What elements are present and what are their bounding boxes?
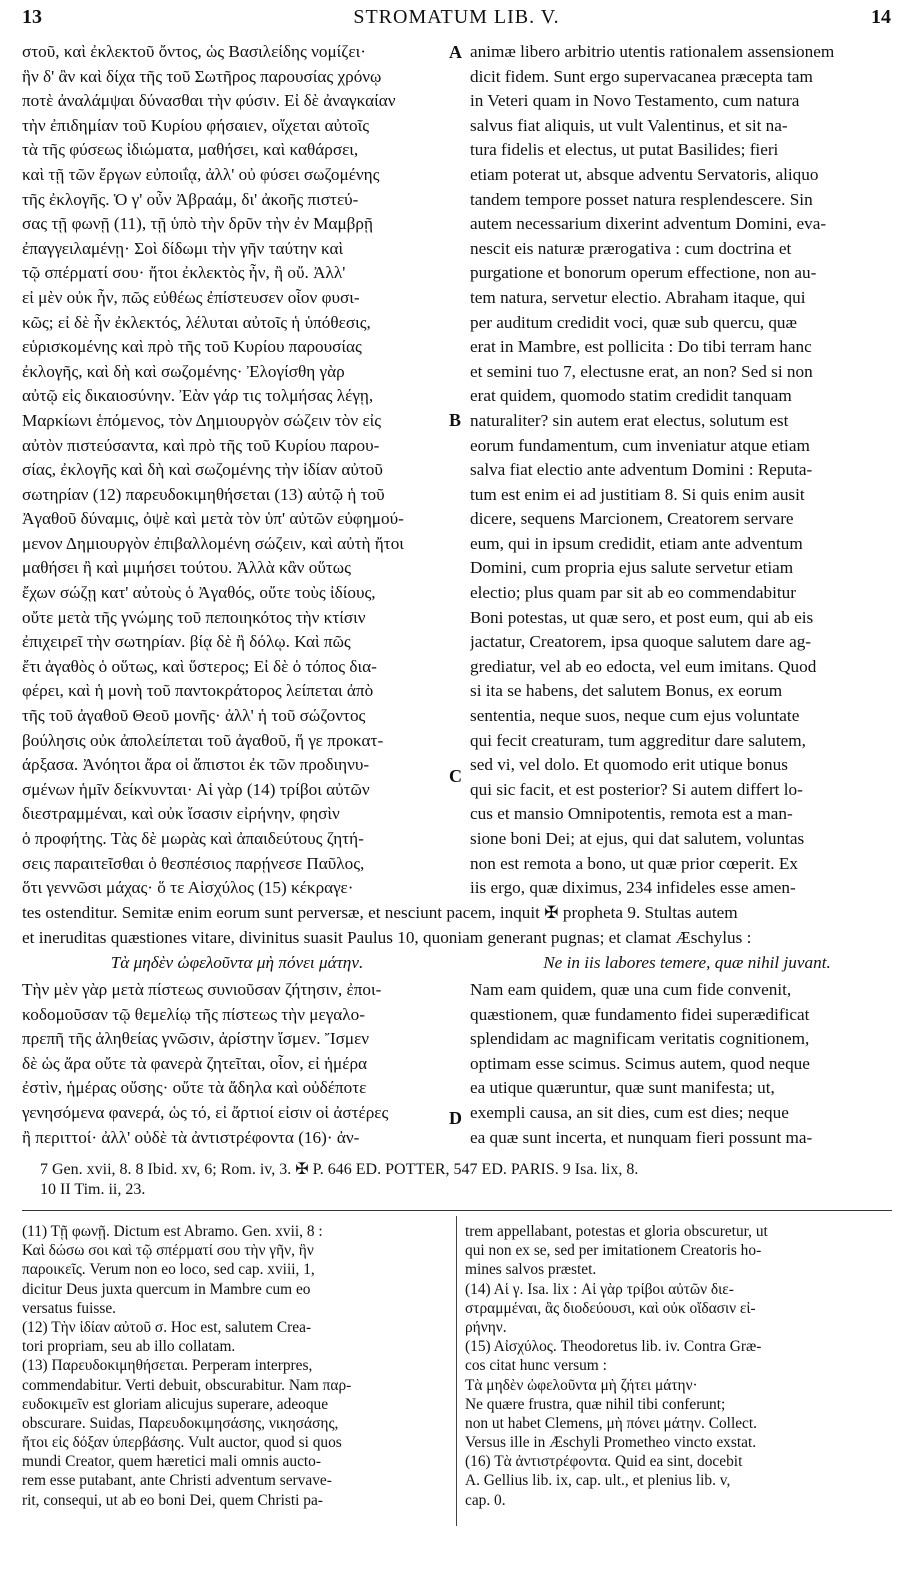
greek-line: καὶ τῇ τῶν ἔργων εὐποιΐᾳ, ἀλλ' οὐ φύσει σωζομένης bbox=[22, 164, 380, 184]
greek-line: οὔτε μετὰ τῆς γνώμης τοῦ πεποιηκότος τὴν κτίσιν bbox=[22, 607, 366, 627]
note-line: qui non ex se, sed per imitationem Creatoris ho- bbox=[465, 1242, 762, 1260]
latin-line: salvus fiat aliquis, ut vult Valentinus, et sit na- bbox=[470, 115, 788, 135]
note-line: versatus fuisse. bbox=[22, 1299, 117, 1317]
latin-line: grediatur, vel ab eo edocta, vel eum imitans. Quod bbox=[470, 656, 817, 676]
note-line: (16) Τὰ ἀντιστρέφοντα. Quid ea sint, docebit bbox=[465, 1453, 743, 1471]
bottom-latin-line: splendidam ac magnificam veritatis cognitionem, bbox=[470, 1029, 810, 1049]
notes-rule bbox=[22, 1210, 892, 1211]
latin-line: per auditum credidit voci, quæ sub quercu, quæ bbox=[470, 312, 797, 332]
footnote-references bbox=[40, 1160, 890, 1200]
note-line: mines salvos præstet. bbox=[465, 1261, 597, 1279]
full-line: et ineruditas quæstiones vitare, divinitus suasit Paulus 10, quoniam generant pugnas; et clamat Æschylus : bbox=[22, 927, 752, 947]
margin-marker-b: B bbox=[449, 410, 462, 430]
latin-line: purgatione et bonorum operum effectione, non au- bbox=[470, 263, 817, 283]
greek-line: εἰ μὲν οὐκ ἦν, πῶς εὐθέως ἐπίστευσεν οἷον φυσι- bbox=[22, 287, 360, 307]
full-width-text bbox=[22, 901, 892, 950]
note-line: non ut habet Clemens, μὴ πόνει μάτην. Collect. bbox=[465, 1414, 758, 1432]
greek-line: βούλησις οὐκ ἀπολείπεται τοῦ ἀγαθοῦ, ἥ γε προκατ- bbox=[22, 730, 384, 750]
greek-line: ἐπιχειρεῖ τὴν σωτηρίαν. βίᾳ δὲ ἢ δόλῳ. Καὶ πῶς bbox=[22, 632, 351, 652]
latin-line: iis ergo, quæ diximus, 234 infideles esse amen- bbox=[470, 878, 796, 898]
note-line: cos citat hunc versum : bbox=[465, 1357, 607, 1375]
bottom-latin-line: ea quæ sunt incerta, et nunquam fieri possunt ma- bbox=[470, 1127, 813, 1147]
note-line: (15) Αἰσχύλος. Theodoretus lib. iv. Contra Græ- bbox=[465, 1338, 762, 1356]
latin-line: sione boni Dei; at ejus, qui dat salutem, voluntas bbox=[470, 829, 805, 848]
greek-line: ἣν δ' ἂν καὶ δίχα τῆς τοῦ Σωτῆρος παρουσίας χρόνῳ bbox=[22, 66, 382, 86]
latin-line: naturaliter? sin autem erat electus, solutum est bbox=[470, 410, 789, 430]
latin-line: salva fiat electio ante adventum Domini : Reputa- bbox=[470, 460, 813, 480]
latin-line: erat quidem, quomodo statim credidit tanquam bbox=[470, 386, 792, 406]
notes-left-column bbox=[22, 1222, 452, 1510]
full-line: tes ostenditur. Semitæ enim eorum sunt perversæ, et nesciunt pacem, inquit ✠ propheta 9. Stultas autem bbox=[22, 903, 738, 922]
latin-line: non est remota a bono, ut quæ prior cœperit. Ex bbox=[470, 853, 798, 873]
greek-line: τῆς τοῦ ἀγαθοῦ Θεοῦ μονῆς· ἀλλ' ἡ τοῦ σώζοντος bbox=[22, 706, 366, 726]
greek-column bbox=[22, 40, 446, 901]
latin-line: si ita se habens, det salutem Bonus, ex eorum bbox=[470, 681, 783, 701]
verse-greek: Τὰ μηδὲν ὠφελοῦντα μὴ πόνει μάτην. bbox=[110, 953, 364, 972]
page-number-right: 14 bbox=[871, 6, 891, 28]
latin-line: autem necessarium dixerint adventum Domini, eva- bbox=[470, 214, 827, 234]
latin-line: tum est enim ei ad justitiam 8. Si quis enim ausit bbox=[470, 484, 805, 504]
bottom-greek-line: Τὴν μὲν γὰρ μετὰ πίστεως συνιοῦσαν ζήτησιν, ἐποι- bbox=[22, 980, 382, 999]
greek-line: Μαρκίωνι ἑπόμενος, τὸν Δημιουργὸν σώζειν τὸν εἰς bbox=[22, 410, 382, 430]
footnote-ref-line: 7 Gen. xvii, 8. 8 Ibid. xv, 6; Rom. iv, 3. ✠ P. 646 ED. POTTER, 547 ED. PARIS. 9 Isa. lix, 8. bbox=[40, 1161, 639, 1178]
greek-line: αὐτῷ εἰς δικαιοσύνην. Ἐὰν γάρ τις τολμήσας λέγῃ, bbox=[22, 386, 374, 406]
latin-line: cus et mansio Omnipotentis, remota est a man- bbox=[470, 804, 793, 824]
latin-line: tura fidelis et electus, ut putat Basilides; fieri bbox=[470, 140, 779, 160]
note-line: Τὰ μηδὲν ὠφελοῦντα μὴ ζήτει μάτην· bbox=[465, 1376, 698, 1394]
note-line: (11) Τῇ φωνῇ. Dictum est Abramo. Gen. xvii, 8 : bbox=[22, 1223, 323, 1240]
greek-line: κῶς; εἰ δὲ ἦν ἐκλεκτός, λέλυται αὐτοῖς ἡ ὑπόθεσις, bbox=[22, 312, 371, 332]
latin-line: Boni potestas, ut quæ sero, et post eum, qui ab eis bbox=[470, 607, 814, 627]
greek-line: ἐκλογῆς, καὶ δὴ καὶ σωζομένης· Ἐλογίσθη γὰρ bbox=[22, 361, 345, 381]
running-header bbox=[22, 4, 891, 34]
bottom-greek-line: ἢ περιττοί· ἀλλ' οὐδὲ τὰ ἀντιστρέφοντα (16)· ἀν- bbox=[22, 1127, 360, 1147]
latin-line: sed vi, vel dolo. Et quomodo erit utique bonus bbox=[470, 755, 788, 775]
footnote-ref-line: 10 II Tim. ii, 23. bbox=[40, 1181, 146, 1198]
verse-pair bbox=[22, 953, 892, 977]
greek-line: αὐτὸν πιστεύσαντα, καὶ πρὸ τῆς τοῦ Κυρίου παρου- bbox=[22, 435, 380, 455]
latin-line: et semini tuo 7, electusne erat, an non? Sed si non bbox=[470, 361, 813, 381]
note-line: ἤτοι εἰς δόξαν ὑπερβάσης. Vult auctor, quod si quos bbox=[22, 1434, 342, 1452]
note-line: dicitur Deus juxta quercum in Mambre cum eo bbox=[22, 1280, 311, 1298]
margin-marker-a: A bbox=[449, 42, 462, 62]
bottom-latin-line: Nam eam quidem, quæ una cum fide convenit, bbox=[470, 980, 792, 999]
greek-line: ἐπαγγειλαμένῃ· Σοὶ δίδωμι τὴν γῆν ταύτην καὶ bbox=[22, 238, 344, 258]
note-line: tori propriam, seu ab illo collatam. bbox=[22, 1338, 236, 1356]
margin-marker-c: C bbox=[449, 766, 462, 786]
greek-line: ποτὲ ἀναλάμψαι δύνασθαι τὴν φύσιν. Εἰ δὲ ἀναγκαίαν bbox=[22, 91, 396, 111]
greek-line: σωτηρίαν (12) παρευδοκιμηθήσεται (13) αὐτῷ ἡ τοῦ bbox=[22, 484, 385, 504]
note-line: commendabitur. Verti debuit, obscurabitur. Nam παρ- bbox=[22, 1376, 352, 1394]
greek-line: φέρει, καὶ ἡ μονὴ τοῦ παντοκράτορος λείπεται ἀπὸ bbox=[22, 681, 374, 701]
latin-line: jactatur, Creatorem, ipsa quoque salutem dare ag- bbox=[470, 632, 812, 652]
note-line: Ne quære frustra, quæ nihil tibi conferunt; bbox=[465, 1395, 726, 1413]
note-line: στραμμέναι, ἃς διοδεύουσι, καὶ οὐκ οἴδασιν εἰ- bbox=[465, 1299, 756, 1317]
greek-line: ἔτι ἀγαθὸς ὁ οὕτως, καὶ ὕστερος; Εἰ δὲ ὁ τόπος δια- bbox=[22, 656, 377, 676]
greek-line: ὅτι γεννῶσι μάχας· ὅ τε Αἰσχύλος (15) κέκραγε· bbox=[22, 878, 354, 898]
latin-line: dicere, sequens Marcionem, Creatorem servare bbox=[470, 509, 794, 529]
greek-line: διεστραμμέναι, καὶ οὐκ ἴσασιν εἰρήνην, φησὶν bbox=[22, 804, 340, 824]
latin-line: nescit eis naturæ prærogativa : cum doctrina et bbox=[470, 238, 792, 258]
latin-line: dicit fidem. Sunt ergo supervacanea præcepta tam bbox=[470, 66, 813, 86]
note-line: (14) Αἱ γ. Isa. lix : Αἱ γὰρ τρίβοι αὐτῶν διε- bbox=[465, 1280, 734, 1298]
bottom-latin-line: ea utique quæruntur, quæ sunt manifesta; ut, bbox=[470, 1078, 775, 1098]
notes-right-column bbox=[465, 1222, 895, 1510]
latin-line: eorum fundamentum, cum inveniatur atque etiam bbox=[470, 435, 810, 455]
note-line: Versus ille in Æschyli Prometheo vincto exstat. bbox=[465, 1434, 757, 1452]
note-line: rem esse putabant, ante Christi adventum servave- bbox=[22, 1472, 332, 1490]
bottom-greek-line: δὲ ὡς ἄρα οὔτε τὰ φανερὰ ζητεῖται, οἷον, εἰ ἡμέρα bbox=[22, 1053, 368, 1073]
note-line: cap. 0. bbox=[465, 1491, 506, 1509]
bottom-latin-line: exempli causa, an sit dies, cum est dies; neque bbox=[470, 1102, 789, 1122]
note-line: obscurare. Suidas, Παρευδοκιμησάσης, νικησάσης, bbox=[22, 1414, 339, 1432]
greek-line: στοῦ, καὶ ἐκλεκτοῦ ὄντος, ὡς Βασιλείδης νομίζει· bbox=[22, 42, 366, 61]
latin-line: tem natura, servetur electio. Abraham itaque, qui bbox=[470, 287, 806, 307]
margin-marker-d: D bbox=[449, 1108, 462, 1128]
note-line: ευδοκιμεῖν est gloriam alicujus superare, adeoque bbox=[22, 1395, 329, 1413]
greek-line: ἔχων σώζῃ κατ' αὐτοὺς ὁ Ἀγαθός, οὔτε τοὺς ἰδίους, bbox=[22, 583, 376, 603]
latin-line: qui sic facit, et est posterior? Si autem differt lo- bbox=[470, 779, 803, 799]
greek-line: μενον Δημιουργὸν ἐπιβαλλομένη σώζειν, καὶ αὐτὴ ἤτοι bbox=[22, 533, 404, 553]
bottom-latin-line: optimam esse scimus. Scimus autem, quod neque bbox=[470, 1053, 810, 1073]
note-line: (12) Τὴν ἰδίαν αὐτοῦ σ. Hoc est, salutem Crea- bbox=[22, 1318, 312, 1336]
page-number-left: 13 bbox=[22, 6, 42, 28]
latin-line: etiam poterat ut, absque adventu Servatoris, aliquo bbox=[470, 164, 819, 184]
latin-line: eum, qui in ipsum credidit, etiam ante adventum bbox=[470, 533, 803, 553]
greek-line: τῆς ἐκλογῆς. Ὁ γ' οὖν Ἀβραάμ, δι' ἀκοῆς πιστεύ- bbox=[22, 189, 359, 209]
running-title: STROMATUM LIB. V. bbox=[353, 6, 560, 28]
bottom-greek-line: ἐστὶν, ἡμέρας οὔσης· οὔτε τὰ ἄδηλα καὶ οὐδέποτε bbox=[22, 1078, 367, 1098]
greek-line: τῷ σπέρματί σου· ἤτοι ἐκλεκτὸς ἦν, ἢ οὔ. Ἀλλ' bbox=[22, 263, 346, 283]
bottom-greek-column bbox=[22, 978, 446, 1150]
greek-line: τὴν ἐπιδημίαν τοῦ Κυρίου φήσαιεν, οἴχεται αὐτοῖς bbox=[22, 115, 370, 135]
note-line: mundi Creator, quem hæretici mali omnis aucto- bbox=[22, 1453, 322, 1471]
note-line: παροικεῖς. Verum non eo loco, sed cap. xviii, 1, bbox=[22, 1261, 315, 1279]
greek-line: άρξασα. Ἀνόητοι ἄρα οἱ ἄπιστοι ἐκ τῶν προδιηνυ- bbox=[22, 755, 370, 775]
latin-line: Domini, cum propria ejus salute servetur etiam bbox=[470, 558, 794, 578]
greek-line: σμένων ἡμῖν δείκνυνται· Αἱ γὰρ (14) τρίβοι αὐτῶν bbox=[22, 779, 370, 799]
note-line: rit, consequi, ut ab eo boni Dei, quem Christi pa- bbox=[22, 1491, 323, 1509]
latin-column bbox=[470, 40, 892, 901]
latin-line: tandem tempore posset natura resplendescere. Sin bbox=[470, 189, 813, 209]
note-line: trem appellabant, potestas et gloria obscuretur, ut bbox=[465, 1223, 768, 1240]
bottom-greek-line: πρεπῆ τῆς ἀληθείας γνῶσιν, ἀρίστην ἴσμεν. Ἴσμεν bbox=[22, 1029, 370, 1049]
bottom-greek-line: γενησόμενα φανερά, ὡς τό, εἰ ἄρτιοί εἰσιν οἱ ἀστέρες bbox=[22, 1102, 389, 1122]
greek-line: ὁ προφήτης. Τὰς δὲ μωρὰς καὶ ἀπαιδεύτους ζητή- bbox=[22, 829, 364, 848]
latin-line: qui fecit creaturam, tum aggreditur dare salutem, bbox=[470, 730, 806, 750]
note-line: A. Gellius lib. ix, cap. ult., et plenius lib. v, bbox=[465, 1472, 731, 1490]
note-line: Καὶ δώσω σοι καὶ τῷ σπέρματί σου τὴν γῆν, ἣν bbox=[22, 1242, 314, 1260]
greek-line: τὰ τῆς φύσεως ἰδιώματα, μαθήσει, καὶ καθάρσει, bbox=[22, 140, 359, 160]
latin-line: erat in Mambre, est pollicita : Do tibi terram hanc bbox=[470, 337, 812, 357]
latin-line: animæ libero arbitrio utentis rationalem assensionem bbox=[470, 42, 835, 61]
bottom-latin-column bbox=[470, 978, 892, 1150]
latin-line: electio; plus quam par sit ab eo commendabitur bbox=[470, 583, 796, 603]
greek-line: σας τῇ φωνῇ (11), τῇ ὑπὸ τὴν δρῦν τὴν ἐν Μαμβρῇ bbox=[22, 214, 373, 234]
latin-line: sententia, neque suos, neque cum ejus voluntate bbox=[470, 706, 800, 726]
greek-line: σεις παραιτεῖσθαι ὁ θεσπέσιος παρῄνεσε Παῦλος, bbox=[22, 853, 365, 873]
latin-line: in Veteri quam in Novo Testamento, cum natura bbox=[470, 91, 800, 111]
note-line: (13) Παρευδοκιμηθήσεται. Perperam interpres, bbox=[22, 1357, 313, 1375]
greek-line: σίας, ἐκλογῆς καὶ δὴ καὶ σωζομένης τὴν ἰδίαν αὐτοῦ bbox=[22, 460, 383, 480]
note-line: ρήνην. bbox=[465, 1318, 507, 1336]
greek-line: μαθήσει ἢ καὶ μιμήσει τούτου. Ἀλλὰ κἂν οὕτως bbox=[22, 558, 351, 578]
verse-latin: Ne in iis labores temere, quæ nihil juvant. bbox=[543, 953, 831, 972]
greek-line: Ἀγαθοῦ δύναμις, ὀψὲ καὶ μετὰ τὸν ὑπ' αὐτῶν εὐφημού- bbox=[22, 509, 404, 529]
bottom-greek-line: κοδομοῦσαν τῷ θεμελίῳ τῆς πίστεως τὴν μεγαλο- bbox=[22, 1004, 365, 1024]
greek-line: εὑρισκομένης καὶ πρὸ τῆς τοῦ Κυρίου παρουσίας bbox=[22, 337, 362, 357]
bottom-latin-line: quæstionem, quæ fundamento fidei superædificat bbox=[470, 1004, 810, 1024]
notes-divider bbox=[456, 1216, 457, 1526]
